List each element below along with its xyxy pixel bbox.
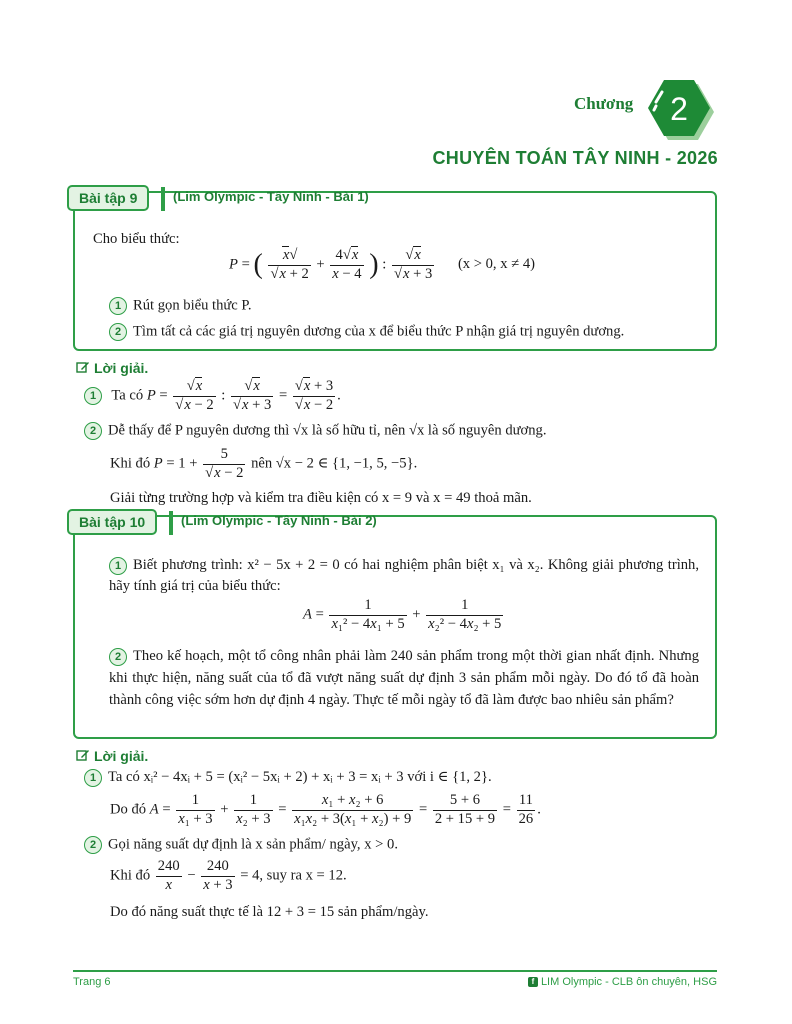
- chapter-word: Chương: [574, 94, 634, 113]
- number-2-icon: 2: [84, 836, 102, 854]
- exercise-9-label: Bài tập 9: [67, 185, 149, 211]
- solution-1-step-2b: Khi đó P = 1 + $\frac{5}{√x - 2}$ nên √x − 2 ∈ {1, −1, 5, −5}.: [110, 446, 418, 481]
- solution-2-step-1: 1 Ta có xᵢ² − 4xᵢ + 5 = (xᵢ² − 5xᵢ + 2) + xᵢ + 3 = xᵢ + 3 với i ∈ {1, 2}.: [84, 768, 492, 787]
- exercise-9-label-end: [161, 187, 165, 211]
- solution-2-heading: Lời giải.: [76, 748, 148, 764]
- chapter-header: [560, 78, 730, 144]
- exercise-9-box: [73, 191, 717, 351]
- solution-2-step-1b: Do đó A = $\frac{1}{\text{x₁ + 3}}$ + $\frac{1}{\text{x₂ + 3}}$ = $\frac{\text{x₁ + x₂ + 6}}{\text{x₁x₂ + 3(x₁ + x₂) + 9}}$ = $\frac{5 + 6}{2 + 15 + 9}$ = $\frac{11}{26}$ .: [110, 792, 541, 827]
- exercise-9-question-2: 2 Tìm tất cả các giá trị nguyên dương của x để biểu thức P nhận giá trị nguyên dương.: [109, 323, 624, 341]
- exercise-10-label-end: [169, 511, 173, 535]
- exercise-10-source: (Lim Olympic - Tây Ninh - Bài 2): [181, 513, 377, 528]
- edit-icon: [76, 749, 90, 762]
- exercise-10-label: Bài tập 10: [67, 509, 157, 535]
- footer-brand: f LIM Olympic - CLB ôn chuyên, HSG: [528, 976, 717, 988]
- page-title: CHUYÊN TOÁN TÂY NINH - 2026: [432, 148, 718, 168]
- edit-icon: [76, 361, 90, 374]
- exercise-10-question-1: 1 Biết phương trình: x² − 5x + 2 = 0 có hai nghiệm phân biệt x₁ và x₂. Không giải phương trình, hãy tính giá trị của biểu thức:: [109, 557, 699, 594]
- page-number: Trang 6: [73, 976, 111, 988]
- solution-1-heading: Lời giải.: [76, 360, 148, 376]
- solution-1-step-2: 2 Dễ thấy để P nguyên dương thì √x là số hữu tỉ, nên √x là số nguyên dương.: [84, 422, 547, 440]
- number-1-icon: 1: [109, 297, 127, 315]
- number-1-icon: 1: [84, 387, 102, 405]
- chapter-number: 2: [670, 91, 688, 127]
- solution-1-step-2c: Giải từng trường hợp và kiểm tra điều kiện có x = 9 và x = 49 thoả mãn.: [110, 490, 532, 506]
- solution-2-step-2: 2 Gọi năng suất dự định là x sản phẩm/ ngày, x > 0.: [84, 836, 398, 854]
- number-2-icon: 2: [109, 323, 127, 341]
- facebook-icon: f: [528, 977, 538, 987]
- number-2-icon: 2: [84, 422, 102, 440]
- exercise-9-question-1: 1 Rút gọn biểu thức P.: [109, 297, 252, 315]
- number-2-icon: 2: [109, 648, 127, 666]
- number-1-icon: 1: [84, 769, 102, 787]
- footer-divider: [73, 970, 717, 972]
- exercise-10-question-2: 2 Theo kế hoạch, một tổ công nhân phải làm 240 sản phẩm trong một thời gian nhất định. Nhưng khi thực hiện, năng suất của tổ đã vượt năng suất dự định 3 sản phẩm mỗi ngày. Do đó tổ đã hoàn thành công việc sớm hơn dự định 4 ngày. Thực tế mỗi ngày tổ đã làm được bao nhiêu sản phẩm?: [109, 648, 699, 708]
- solution-2-step-2c: Do đó năng suất thực tế là 12 + 3 = 15 sản phẩm/ngày.: [110, 904, 429, 920]
- exercise-9-formula: P = ( $\frac{x√}{√x + 2}$ + $\frac{4√x}{x - 4}$ ) : $\frac{√x}{√x + 3}$ (x > 0, x ≠ 4): [229, 247, 535, 282]
- solution-1-step-1: 1 Ta có P = $\frac{√x}{√x - 2}$ : $\frac{√x}{√x + 3}$ = $\frac{√x + 3}{√x - 2}$ .: [84, 378, 341, 414]
- exercise-9-source: (Lim Olympic - Tây Ninh - Bài 1): [173, 189, 369, 204]
- exercise-10-box: [73, 515, 717, 739]
- number-1-icon: 1: [109, 557, 127, 575]
- exercise-10-formula: A = $\frac{1}{\text{x₁² − 4x₁ + 5}}$ + $\frac{1}{\text{x₂² − 4x₂ + 5}}$: [303, 597, 502, 632]
- solution-2-step-2b: Khi đó $\frac{240}{x}$ − $\frac{240}{x + 3}$ = 4, suy ra x = 12.: [110, 858, 347, 893]
- chapter-hexagon-icon: [646, 78, 716, 142]
- exercise-9-condition: (x > 0, x ≠ 4): [457, 256, 535, 273]
- exercise-9-intro: Cho biểu thức:: [93, 231, 180, 247]
